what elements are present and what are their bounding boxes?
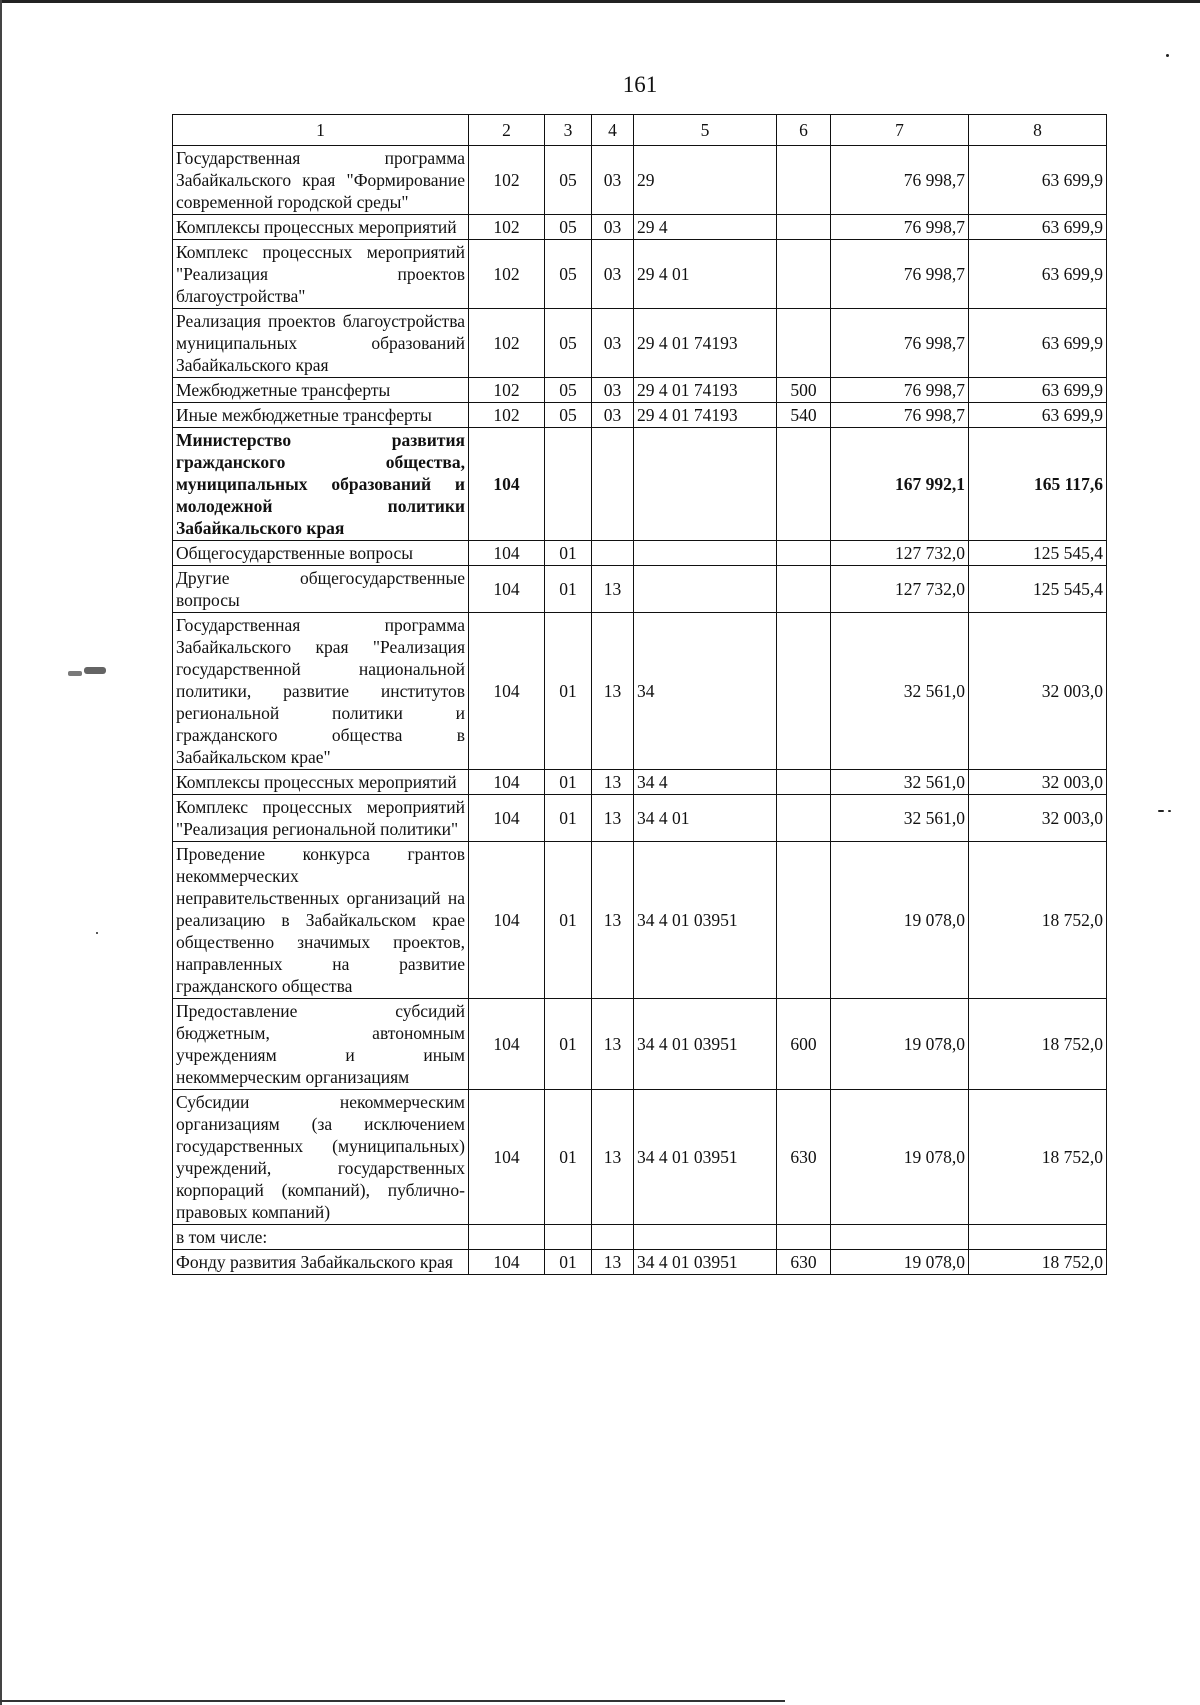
cell-amount-1: 76 998,7	[831, 403, 969, 428]
cell-expense-type	[777, 566, 831, 613]
row-name: Проведение конкурса грантов некоммерческих неправительственных организаций на реализацию в Забайкальском крае общественно значимых проектов, направленных на развитие гражданского общества	[173, 842, 469, 999]
cell-amount-1: 76 998,7	[831, 309, 969, 378]
column-header: 6	[777, 115, 831, 146]
cell-section: 05	[545, 403, 592, 428]
cell-amount-2: 32 003,0	[969, 613, 1107, 770]
cell-expense-type: 500	[777, 378, 831, 403]
cell-section: 05	[545, 240, 592, 309]
cell-expense-type	[777, 240, 831, 309]
cell-ministry-code: 104	[469, 1090, 545, 1225]
cell-target-article: 29	[634, 146, 777, 215]
cell-target-article: 29 4 01	[634, 240, 777, 309]
cell-amount-2: 63 699,9	[969, 403, 1107, 428]
cell-subsection	[592, 541, 634, 566]
cell-amount-2	[969, 1225, 1107, 1250]
cell-amount-2: 18 752,0	[969, 1250, 1107, 1275]
cell-subsection	[592, 1225, 634, 1250]
cell-amount-2: 165 117,6	[969, 428, 1107, 541]
table-row	[173, 541, 1107, 566]
cell-subsection: 13	[592, 1250, 634, 1275]
cell-target-article	[634, 541, 777, 566]
row-name: в том числе:	[173, 1225, 469, 1250]
cell-section: 01	[545, 541, 592, 566]
cell-ministry-code: 104	[469, 1250, 545, 1275]
page-number: 161	[622, 72, 658, 97]
scan-speck	[84, 667, 106, 674]
scan-speck	[1158, 810, 1164, 812]
row-name: Предоставление субсидий бюджетным, автономным учреждениям и иным некоммерческим организациям	[173, 999, 469, 1090]
row-name: Комплексы процессных мероприятий	[173, 215, 469, 240]
scan-speck	[96, 932, 98, 934]
scan-speck	[1168, 810, 1171, 812]
cell-target-article: 34 4	[634, 770, 777, 795]
row-name: Фонду развития Забайкальского края	[173, 1250, 469, 1275]
cell-subsection: 03	[592, 403, 634, 428]
cell-expense-type	[777, 146, 831, 215]
scan-speck	[68, 671, 82, 676]
column-header: 2	[469, 115, 545, 146]
cell-section: 01	[545, 1250, 592, 1275]
cell-section: 01	[545, 566, 592, 613]
column-header: 7	[831, 115, 969, 146]
table-row	[173, 403, 1107, 428]
cell-amount-1: 167 992,1	[831, 428, 969, 541]
cell-amount-2: 125 545,4	[969, 541, 1107, 566]
cell-amount-2: 18 752,0	[969, 1090, 1107, 1225]
column-header: 3	[545, 115, 592, 146]
cell-expense-type: 600	[777, 999, 831, 1090]
row-name: Иные межбюджетные трансферты	[173, 403, 469, 428]
cell-ministry-code: 104	[469, 428, 545, 541]
cell-amount-1: 76 998,7	[831, 146, 969, 215]
cell-expense-type	[777, 1225, 831, 1250]
cell-section: 01	[545, 613, 592, 770]
table-row	[173, 240, 1107, 309]
scan-edge-bottom	[0, 1700, 785, 1702]
cell-target-article: 34 4 01	[634, 795, 777, 842]
cell-subsection	[592, 428, 634, 541]
cell-target-article: 29 4 01 74193	[634, 309, 777, 378]
cell-amount-2: 63 699,9	[969, 240, 1107, 309]
row-name: Комплексы процессных мероприятий	[173, 770, 469, 795]
cell-ministry-code: 104	[469, 613, 545, 770]
table-row	[173, 1090, 1107, 1225]
cell-amount-2: 18 752,0	[969, 842, 1107, 999]
cell-amount-1: 127 732,0	[831, 541, 969, 566]
cell-section	[545, 1225, 592, 1250]
cell-subsection: 03	[592, 215, 634, 240]
table-row	[173, 566, 1107, 613]
table-row	[173, 1225, 1107, 1250]
cell-amount-1: 19 078,0	[831, 842, 969, 999]
cell-expense-type	[777, 309, 831, 378]
table-row	[173, 309, 1107, 378]
table-row	[173, 613, 1107, 770]
cell-section: 01	[545, 1090, 592, 1225]
cell-ministry-code: 104	[469, 566, 545, 613]
scan-edge-top	[0, 0, 1200, 3]
cell-target-article: 29 4 01 74193	[634, 403, 777, 428]
cell-amount-2: 125 545,4	[969, 566, 1107, 613]
column-header: 4	[592, 115, 634, 146]
row-name: Комплекс процессных мероприятий "Реализация региональной политики"	[173, 795, 469, 842]
cell-expense-type	[777, 613, 831, 770]
cell-section: 05	[545, 309, 592, 378]
cell-amount-2: 18 752,0	[969, 999, 1107, 1090]
table-row	[173, 770, 1107, 795]
scan-edge-left	[0, 0, 2, 1705]
cell-ministry-code: 102	[469, 215, 545, 240]
cell-expense-type: 540	[777, 403, 831, 428]
cell-expense-type	[777, 541, 831, 566]
cell-target-article: 34 4 01 03951	[634, 1090, 777, 1225]
row-name: Общегосударственные вопросы	[173, 541, 469, 566]
table-row	[173, 842, 1107, 999]
cell-amount-2: 63 699,9	[969, 146, 1107, 215]
cell-target-article: 34 4 01 03951	[634, 842, 777, 999]
cell-section: 05	[545, 146, 592, 215]
cell-ministry-code: 104	[469, 541, 545, 566]
cell-amount-1: 76 998,7	[831, 240, 969, 309]
cell-expense-type: 630	[777, 1090, 831, 1225]
row-name: Другие общегосударственные вопросы	[173, 566, 469, 613]
cell-expense-type	[777, 215, 831, 240]
row-name: Субсидии некоммерческим организациям (за исключением государственных (муниципальных) учреждений, государственных корпораций (компаний), публично-правовых компаний)	[173, 1090, 469, 1225]
cell-ministry-code: 104	[469, 842, 545, 999]
cell-ministry-code: 102	[469, 403, 545, 428]
cell-target-article: 34 4 01 03951	[634, 1250, 777, 1275]
budget-table	[172, 114, 1107, 1275]
cell-target-article: 34	[634, 613, 777, 770]
table-header-row	[173, 115, 1107, 146]
cell-amount-1	[831, 1225, 969, 1250]
cell-expense-type	[777, 842, 831, 999]
row-name: Государственная программа Забайкальского края "Реализация государственной национальной политики, развитие институтов региональной политики и гражданского общества в Забайкальском крае"	[173, 613, 469, 770]
cell-amount-1: 32 561,0	[831, 613, 969, 770]
cell-section: 01	[545, 999, 592, 1090]
cell-subsection: 13	[592, 566, 634, 613]
scan-speck	[1166, 54, 1169, 57]
cell-target-article	[634, 428, 777, 541]
cell-subsection: 13	[592, 842, 634, 999]
cell-section: 01	[545, 842, 592, 999]
cell-amount-2: 63 699,9	[969, 309, 1107, 378]
column-header: 5	[634, 115, 777, 146]
cell-subsection: 13	[592, 795, 634, 842]
cell-amount-2: 63 699,9	[969, 378, 1107, 403]
cell-subsection: 03	[592, 309, 634, 378]
cell-expense-type	[777, 795, 831, 842]
cell-target-article: 34 4 01 03951	[634, 999, 777, 1090]
row-name: Межбюджетные трансферты	[173, 378, 469, 403]
cell-ministry-code: 102	[469, 146, 545, 215]
row-name: Министерство развития гражданского общества, муниципальных образований и молодежной политики Забайкальского края	[173, 428, 469, 541]
cell-amount-2: 63 699,9	[969, 215, 1107, 240]
cell-amount-1: 76 998,7	[831, 215, 969, 240]
cell-amount-1: 76 998,7	[831, 378, 969, 403]
table-row	[173, 378, 1107, 403]
cell-amount-1: 32 561,0	[831, 795, 969, 842]
cell-subsection: 13	[592, 1090, 634, 1225]
table-row	[173, 146, 1107, 215]
cell-amount-1: 32 561,0	[831, 770, 969, 795]
cell-target-article: 29 4 01 74193	[634, 378, 777, 403]
table-row	[173, 795, 1107, 842]
cell-subsection: 13	[592, 999, 634, 1090]
cell-subsection: 03	[592, 378, 634, 403]
cell-amount-1: 19 078,0	[831, 999, 969, 1090]
row-name: Государственная программа Забайкальского края "Формирование современной городской среды"	[173, 146, 469, 215]
cell-section: 01	[545, 770, 592, 795]
cell-target-article	[634, 566, 777, 613]
cell-ministry-code: 104	[469, 795, 545, 842]
cell-ministry-code: 102	[469, 240, 545, 309]
cell-expense-type	[777, 428, 831, 541]
cell-ministry-code: 102	[469, 309, 545, 378]
cell-amount-2: 32 003,0	[969, 770, 1107, 795]
cell-subsection: 03	[592, 240, 634, 309]
cell-ministry-code: 104	[469, 770, 545, 795]
cell-ministry-code: 102	[469, 378, 545, 403]
cell-subsection: 03	[592, 146, 634, 215]
column-header: 1	[173, 115, 469, 146]
cell-amount-1: 19 078,0	[831, 1250, 969, 1275]
row-name: Реализация проектов благоустройства муниципальных образований Забайкальского края	[173, 309, 469, 378]
cell-target-article	[634, 1225, 777, 1250]
cell-subsection: 13	[592, 770, 634, 795]
cell-section	[545, 428, 592, 541]
cell-target-article: 29 4	[634, 215, 777, 240]
cell-expense-type: 630	[777, 1250, 831, 1275]
table-row	[173, 999, 1107, 1090]
table-row	[173, 1250, 1107, 1275]
column-header: 8	[969, 115, 1107, 146]
row-name: Комплекс процессных мероприятий "Реализация проектов благоустройства"	[173, 240, 469, 309]
cell-amount-1: 19 078,0	[831, 1090, 969, 1225]
table-row	[173, 215, 1107, 240]
table-row	[173, 428, 1107, 541]
cell-subsection: 13	[592, 613, 634, 770]
cell-ministry-code: 104	[469, 999, 545, 1090]
cell-section: 05	[545, 378, 592, 403]
cell-amount-1: 127 732,0	[831, 566, 969, 613]
cell-section: 01	[545, 795, 592, 842]
cell-amount-2: 32 003,0	[969, 795, 1107, 842]
cell-section: 05	[545, 215, 592, 240]
cell-ministry-code	[469, 1225, 545, 1250]
cell-expense-type	[777, 770, 831, 795]
